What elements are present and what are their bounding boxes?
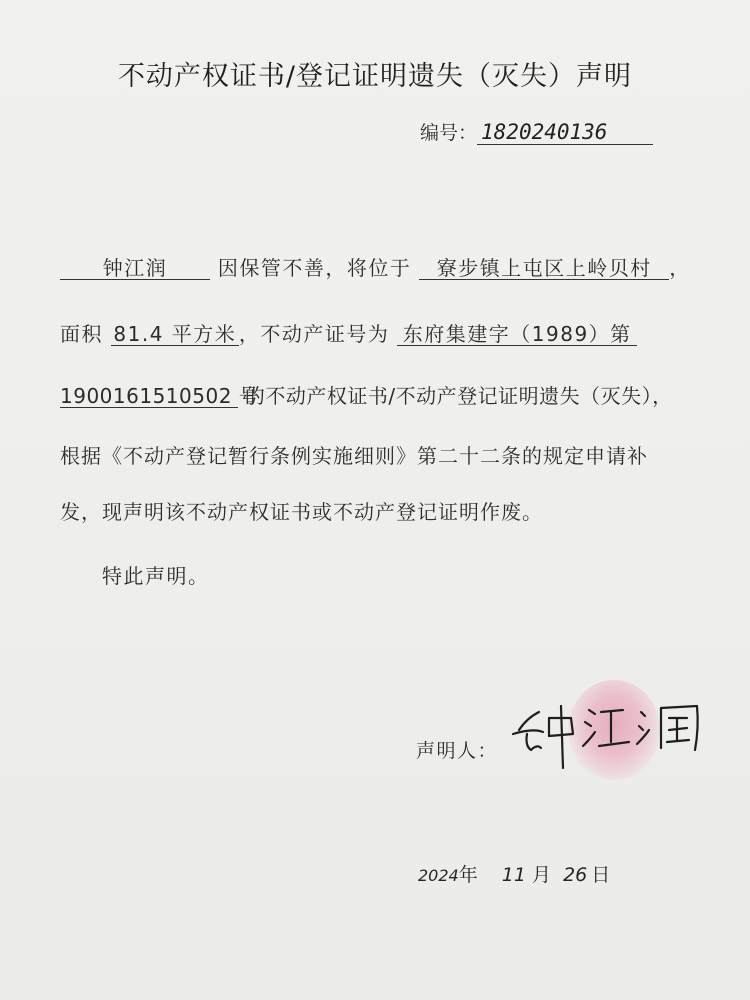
date-day: 26	[563, 864, 588, 886]
serial-label: 编号：	[420, 122, 478, 144]
paragraph-line-1: 钟江润 因保管不善，将位于 寮步镇上屯区上岭贝村 ，	[60, 252, 691, 281]
certificate-number: 1900161510502 号	[60, 384, 260, 408]
area-label: 面积	[60, 322, 103, 346]
text-2: ，不动产证号为	[238, 322, 390, 346]
signature-label: 声明人：	[416, 740, 499, 762]
text-1: 因保管不善，将位于	[217, 256, 412, 280]
date-year: 2024	[418, 866, 459, 885]
declarant-name: 钟江润	[60, 257, 210, 280]
certificate-prefix: 东府集建字（1989）第	[397, 323, 637, 346]
date-day-unit: 日	[591, 864, 611, 886]
date-year-unit: 年	[458, 864, 478, 886]
property-location: 寮步镇上屯区上岭贝村	[419, 257, 669, 280]
date-line	[418, 860, 610, 887]
paragraph-line-4: 根据《不动产登记暂行条例实施细则》第二十二条的规定申请补	[60, 444, 648, 468]
date-month: 11	[501, 864, 526, 886]
serial-value: 1820240136	[477, 120, 653, 145]
page-title: 不动产权证书/登记证明遗失（灭失）声明	[117, 61, 633, 92]
paragraph-line-5: 发，现声明该不动产权证书或不动产登记证明作废。	[60, 500, 543, 524]
paragraph-line-3	[60, 380, 673, 409]
closing-text: 特此声明。	[102, 564, 210, 588]
paragraph-line-2	[60, 318, 637, 347]
serial-number	[420, 118, 653, 145]
date-month-unit: 月	[532, 864, 552, 886]
handwritten-signature	[505, 688, 710, 778]
area-value: 81.4 平方米	[111, 323, 239, 346]
text-3: 的不动产权证书/不动产登记证明遗失（灭失），	[244, 384, 673, 408]
